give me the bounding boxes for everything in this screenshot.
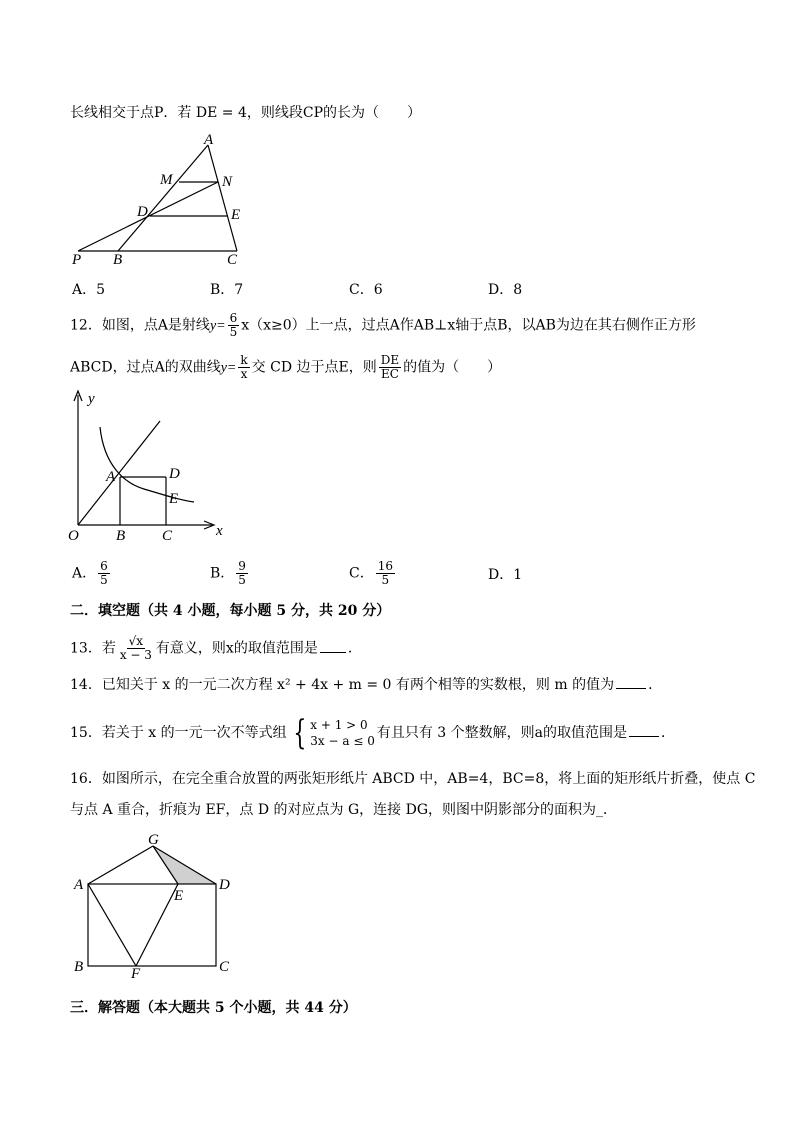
- q12-stem-line2: ABCD，过点A的双曲线y= $\frac{k}{x}$ 交 CD 边于点E，则 $\frac{DE}{EC}$ 的值为（ ）: [70, 353, 502, 381]
- q12-stem-line1: 12．如图，点A是射线y= $\frac{6}{5}$ x（x≥0）上一点，过点A作AB⊥x轴于点B，以AB为边在其右侧作正方形: [70, 311, 696, 339]
- line-EF: [136, 884, 178, 966]
- brace-icon: {: [292, 713, 306, 753]
- q16-stem-line2: 与点 A 重合，折痕为 EF，点 D 的对应点为 G，连接 DG，则图中阴影部分的面积为_．: [70, 802, 618, 818]
- label-C: C: [227, 252, 238, 268]
- label-D: D: [219, 877, 230, 893]
- q11-option-d[interactable]: D．8: [488, 282, 523, 298]
- section-2-heading: 二．填空题（共 4 小题，每小题 5 分，共 20 分）: [70, 603, 391, 619]
- q12-hyperbola-fraction: $\frac{k}{x}$: [240, 353, 248, 381]
- label-C: C: [162, 528, 173, 544]
- label-A: A: [106, 469, 116, 485]
- label-D: D: [137, 204, 148, 220]
- label-O: O: [68, 528, 79, 544]
- rectangle-ABCD: [88, 884, 216, 966]
- label-B: B: [113, 252, 123, 268]
- line-AG: [88, 846, 153, 884]
- label-P: P: [72, 252, 82, 268]
- line-AC: [208, 145, 237, 251]
- label-A: A: [74, 877, 84, 893]
- q12-option-a[interactable]: A． $\frac{6}{5}$: [72, 559, 108, 587]
- label-y: y: [88, 391, 95, 407]
- label-M: M: [160, 172, 173, 188]
- q15-stem: 15．若关于 x 的一元一次不等式组 { x + 1 > 0 3x − a ≤ 0 有且只有 3 个整数解，则a的取值范围是 ．: [70, 713, 675, 753]
- q14-answer-blank[interactable]: [616, 676, 646, 689]
- q12-option-c[interactable]: C． $\frac{16}{5}$: [349, 559, 393, 587]
- q12-slope-fraction: $\frac{6}{5}$: [229, 311, 238, 339]
- label-E: E: [174, 888, 184, 904]
- label-B: B: [116, 528, 126, 544]
- q11-option-a[interactable]: A．5: [72, 282, 106, 298]
- q11-figure: [66, 130, 256, 270]
- q12-option-b[interactable]: B． $\frac{9}{5}$: [210, 559, 246, 587]
- label-F: F: [131, 966, 141, 978]
- q15-inequality-system: { x + 1 > 0 3x − a ≤ 0: [292, 713, 375, 753]
- q14-stem: 14．已知关于 x 的一元二次方程 x² + 4x + m = 0 有两个相等的实数根，则 m 的值为 ．: [70, 677, 663, 693]
- line-AB: [118, 145, 208, 251]
- label-A: A: [204, 132, 214, 148]
- q16-stem-line1: 16．如图所示，在完全重合放置的两张矩形纸片 ABCD 中，AB=4，BC=8，将上面的矩形纸片折叠，使点 C: [70, 771, 756, 787]
- q11-option-c[interactable]: C．6: [349, 282, 383, 298]
- q12-figure: [64, 385, 234, 550]
- q12-ratio-fraction: $\frac{DE}{EC}$: [380, 353, 400, 381]
- q11-option-b[interactable]: B．7: [210, 282, 244, 298]
- q13-fraction: $\frac{√x}{x - 3}$: [119, 634, 152, 662]
- q15-answer-blank[interactable]: [629, 724, 659, 737]
- q16-figure: [68, 828, 238, 978]
- label-N: N: [222, 174, 233, 190]
- section-3-heading: 三．解答题（本大题共 5 个小题，共 44 分）: [70, 1000, 357, 1016]
- label-E: E: [169, 491, 179, 507]
- line-AF: [88, 884, 136, 966]
- q11-stem-tail: 长线相交于点P．若 DE = 4，则线段CP的长为（ ）: [70, 105, 421, 121]
- label-B: B: [74, 959, 84, 975]
- label-E: E: [231, 207, 241, 223]
- q12-option-d[interactable]: D．1: [488, 567, 523, 583]
- label-C: C: [219, 959, 230, 975]
- label-D: D: [169, 466, 180, 482]
- label-x: x: [216, 523, 223, 539]
- label-G: G: [148, 832, 159, 848]
- q13-answer-blank[interactable]: [320, 640, 346, 653]
- q13-stem: 13．若 $\frac{√x}{x - 3}$ 有意义，则x的取值范围是 ．: [70, 634, 362, 662]
